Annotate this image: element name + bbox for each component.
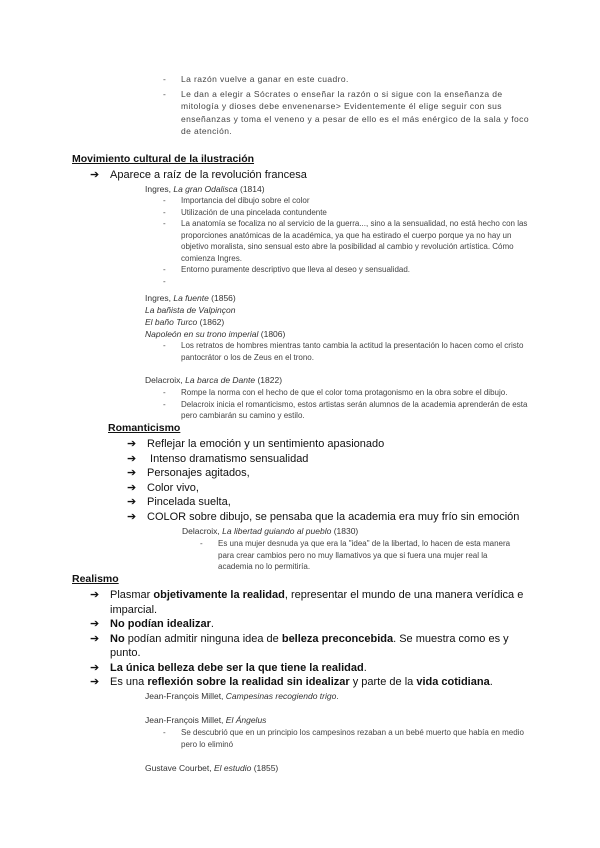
bullet-dash: - xyxy=(163,341,166,350)
work-year: (1856) xyxy=(208,293,236,303)
point-text: Plasmar objetivamente la realidad, representar el mundo de una manera verídica e imparcial. xyxy=(110,589,524,616)
arrow-icon: ➔ xyxy=(127,438,137,450)
list-item xyxy=(127,437,547,452)
bullet-dash: - xyxy=(163,399,166,409)
bullet-dash: - xyxy=(163,728,166,737)
work-title-fuente xyxy=(145,292,445,304)
point-text: Pincelada suelta, xyxy=(147,496,231,508)
bullet-dash: - xyxy=(163,207,166,217)
work-title-barca-dante xyxy=(145,374,282,386)
libertad-bullets xyxy=(200,538,522,573)
bullet-text: Rompe la norma con el hecho de que el color toma protagonismo en la obra sobre el dibujo. xyxy=(181,388,508,397)
list-item xyxy=(90,617,530,632)
bullet-dash: - xyxy=(163,276,166,286)
point-text: Es una reflexión sobre la realidad sin idealizar y parte de la vida cotidiana. xyxy=(110,676,493,688)
arrow-icon: ➔ xyxy=(127,496,137,508)
bullet-text: Importancia del dibujo sobre el color xyxy=(181,196,310,205)
artist-name: Jean-François Millet, xyxy=(145,691,226,701)
work-name: El baño Turco xyxy=(145,317,198,327)
bullet-dash: - xyxy=(163,74,167,84)
napoleon-bullets xyxy=(163,340,533,363)
bullet-dash: - xyxy=(163,265,166,274)
work-year: (1855) xyxy=(251,763,279,773)
work-year: . xyxy=(336,691,339,701)
work-name: La gran Odalisca xyxy=(173,184,238,194)
point-text: COLOR sobre dibujo, se pensaba que la academia era muy frío sin emoción xyxy=(147,510,520,523)
work-year: (1862) xyxy=(197,317,225,327)
work-year: (1822) xyxy=(255,375,283,385)
bullet-dash: - xyxy=(163,219,166,228)
bullet-dash: - xyxy=(163,88,167,99)
artist-name: Gustave Courbet, xyxy=(145,763,214,773)
list-item xyxy=(127,481,547,496)
arrow-icon: ➔ xyxy=(127,481,137,494)
work-name: Napoleón en su trono imperial xyxy=(145,329,259,339)
point-text: No podían idealizar. xyxy=(110,618,214,630)
work-name: La libertad guiando al pueblo xyxy=(222,526,332,536)
delacroix-bullets xyxy=(163,387,538,422)
arrow-icon: ➔ xyxy=(90,632,100,645)
work-year: (1806) xyxy=(258,329,286,339)
point-text: No podían admitir ninguna idea de belleza preconcebida. Se muestra como es y punto. xyxy=(110,632,509,659)
list-item xyxy=(127,510,547,525)
bullet-dash: - xyxy=(163,196,166,205)
work-title-angelus xyxy=(145,714,266,726)
work-name: La barca de Dante xyxy=(185,375,256,385)
section-heading-ilustracion: Movimiento cultural de la ilustración xyxy=(72,153,255,165)
list-item xyxy=(127,452,547,467)
section-heading-realismo: Realismo xyxy=(72,573,119,585)
bullet-text: Le dan a elegir a Sócrates o enseñar la razón o si sigue con la enseñanza de mitología y dioses debe envenenarse> Evidentemente él elige seguir con sus enseñanzas y toma el veneno y a pesar de ello es el más enérgico de la sala y foco de atención. xyxy=(181,88,529,136)
point-text: Aparece a raíz de la revolución francesa xyxy=(110,169,307,181)
list-item xyxy=(90,588,530,617)
list-item xyxy=(163,727,538,750)
work-title-estudio xyxy=(145,762,278,774)
list-item xyxy=(163,264,533,276)
work-title-campesinas xyxy=(145,690,339,702)
bullet-text: Entorno puramente descriptivo que lleva al deseo y sensualidad. xyxy=(181,265,411,274)
artist-name: Ingres, xyxy=(145,184,174,194)
list-item xyxy=(163,218,533,264)
work-year: (1830) xyxy=(331,526,359,536)
arrow-icon: ➔ xyxy=(127,467,137,479)
list-item xyxy=(163,399,538,422)
work-title-napoleon xyxy=(145,328,445,340)
list-item xyxy=(163,88,538,138)
point-text: Personajes agitados, xyxy=(147,467,250,479)
bullet-text: Los retratos de hombres mientras tanto cambia la actitud la presentación lo hacen como el cristo pantocrátor o los de Zeus en el trono. xyxy=(181,341,524,362)
work-year: (1814) xyxy=(237,184,265,194)
work-name: El estudio xyxy=(213,763,252,773)
bullet-text: Se descubrió que en un principio los campesinos rezaban a un bebé muerto que había en medio pero lo eliminó xyxy=(181,728,524,749)
work-name: Campesinas recogiendo trigo xyxy=(225,691,337,701)
bullet-text: Utilización de una pincelada contundente xyxy=(181,207,327,217)
odalisca-bullets xyxy=(163,195,533,287)
artist-name: Ingres, xyxy=(145,293,174,303)
list-item xyxy=(90,675,530,690)
bullet-text: Delacroix inicia el romanticismo, estos artistas serán alumnos de la academia aprenderán de esta pero cambiarán su camino y estilo. xyxy=(181,399,528,420)
list-item xyxy=(163,387,538,399)
work-title-odalisca xyxy=(145,183,265,195)
work-name: La fuente xyxy=(173,293,209,303)
list-item xyxy=(163,340,533,363)
angelus-bullets xyxy=(163,727,538,750)
bullet-text: La anatomía se focaliza no al servicio de la guerra..., sino a la sensualidad, no está hecho con las proporciones anatómicas de la académica, ya que ha estirado el cuerpo porque ya no hay un objetivo moralista, sino sensual esto abre la posibilidad al cambio y revolución artística. Cómo comienza Ingres. xyxy=(181,219,528,263)
arrow-icon: ➔ xyxy=(90,676,100,688)
list-item xyxy=(163,73,538,86)
artist-name: Delacroix, xyxy=(182,526,223,536)
point-text: Reflejar la emoción y un sentimiento apasionado xyxy=(147,438,385,450)
point-text: La única belleza debe ser la que tiene la realidad. xyxy=(110,661,367,674)
bullet-text xyxy=(181,276,533,288)
point-text: Intenso dramatismo sensualidad xyxy=(147,452,309,465)
list-item xyxy=(200,538,522,573)
list-item xyxy=(163,276,533,288)
bullet-dash: - xyxy=(200,539,203,548)
arrow-icon: ➔ xyxy=(90,661,100,674)
list-item xyxy=(90,632,530,661)
work-name: El Ángelus xyxy=(225,715,267,725)
romanticismo-points xyxy=(127,437,547,524)
list-item xyxy=(90,661,530,676)
work-title-banista: La bañista de Valpinçon xyxy=(145,305,236,315)
intro-bullets xyxy=(163,73,538,138)
arrow-icon: ➔ xyxy=(90,169,100,181)
arrow-icon: ➔ xyxy=(90,589,100,601)
bullet-text: Es una mujer desnuda ya que era la "idea" de la libertad, lo hacen de esta manera para crear cambios pero no muy llamativos ya que si fuera una mujer real la academia no lo permitiría. xyxy=(218,539,511,571)
artist-name: Jean-François Millet, xyxy=(145,715,226,725)
list-item xyxy=(127,495,547,510)
arrow-icon: ➔ xyxy=(127,452,137,465)
list-item xyxy=(127,466,547,481)
work-title-turco xyxy=(145,316,445,328)
work-title-libertad xyxy=(182,525,358,537)
section-heading-romanticismo: Romanticismo xyxy=(108,422,181,434)
ilustracion-point xyxy=(90,168,530,183)
bullet-text: La razón vuelve a ganar en este cuadro. xyxy=(181,74,349,84)
list-item xyxy=(163,195,533,207)
artist-name: Delacroix, xyxy=(145,375,186,385)
bullet-dash: - xyxy=(163,388,166,397)
arrow-icon: ➔ xyxy=(90,618,100,630)
point-text: Color vivo, xyxy=(147,481,199,494)
arrow-icon: ➔ xyxy=(127,510,137,523)
list-item xyxy=(163,207,533,219)
realismo-points xyxy=(90,588,530,690)
work-list-ingres xyxy=(145,292,445,340)
